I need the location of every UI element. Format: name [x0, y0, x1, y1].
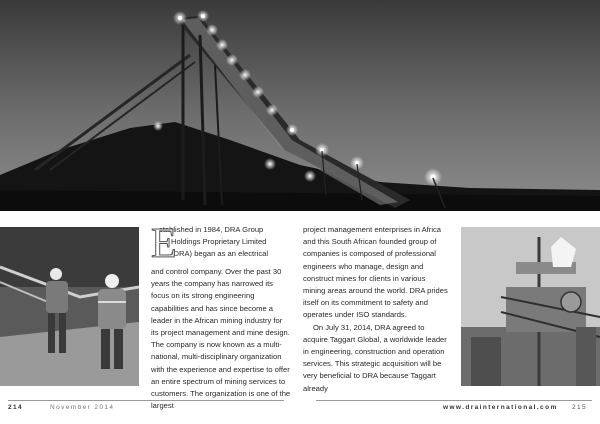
article-column-2: [303, 224, 449, 395]
intro-line: stablished in 1984, DRA Group: [159, 225, 264, 234]
photo-mine-workers: [0, 227, 139, 386]
article-column-1: [151, 221, 291, 412]
page-number-left: 214: [8, 404, 24, 411]
issue-date: November 2014: [50, 404, 115, 411]
page-number-right: 215: [572, 404, 588, 411]
website-url: www.drainternational.com: [443, 404, 558, 411]
drop-cap-letter: E: [151, 221, 177, 267]
hero-photo-conveyor: [0, 0, 600, 211]
drop-cap-intro: [151, 221, 291, 267]
article-paragraph-1: and control company. Over the past 30 years the company has narrowed its focus on its strong engineering capabilities and has since become a leader in the African mining industry for its project management and mine design. The company is now known as a multi-national, multi-disciplinary organization with the experience and expertise to offer an entire spectrum of mining services to customers. The organization is one of the largest: [151, 267, 291, 411]
photo-processing-plant: [461, 227, 600, 386]
article-paragraph-2: project management enterprises in Africa and this South African founded group of companies is composed of professional engineers who manage, design and construct mines for clients in various mining areas around the world. DRA prides itself on its commitment to safety and operates under ISO standards.: [303, 225, 448, 320]
footer-rule-right: [316, 400, 592, 401]
intro-line: Holdings Proprietary Limited: [171, 237, 267, 247]
article-paragraph-3: On July 31, 2014, DRA agreed to acquire Taggart Global, a worldwide leader in engineering, construction and operation services. This strategic acquisition will be very beneficial to DRA because Taggart already: [303, 322, 447, 393]
footer-rule-left: [8, 400, 284, 401]
intro-line: (DRA) began as an electrical: [171, 249, 269, 259]
